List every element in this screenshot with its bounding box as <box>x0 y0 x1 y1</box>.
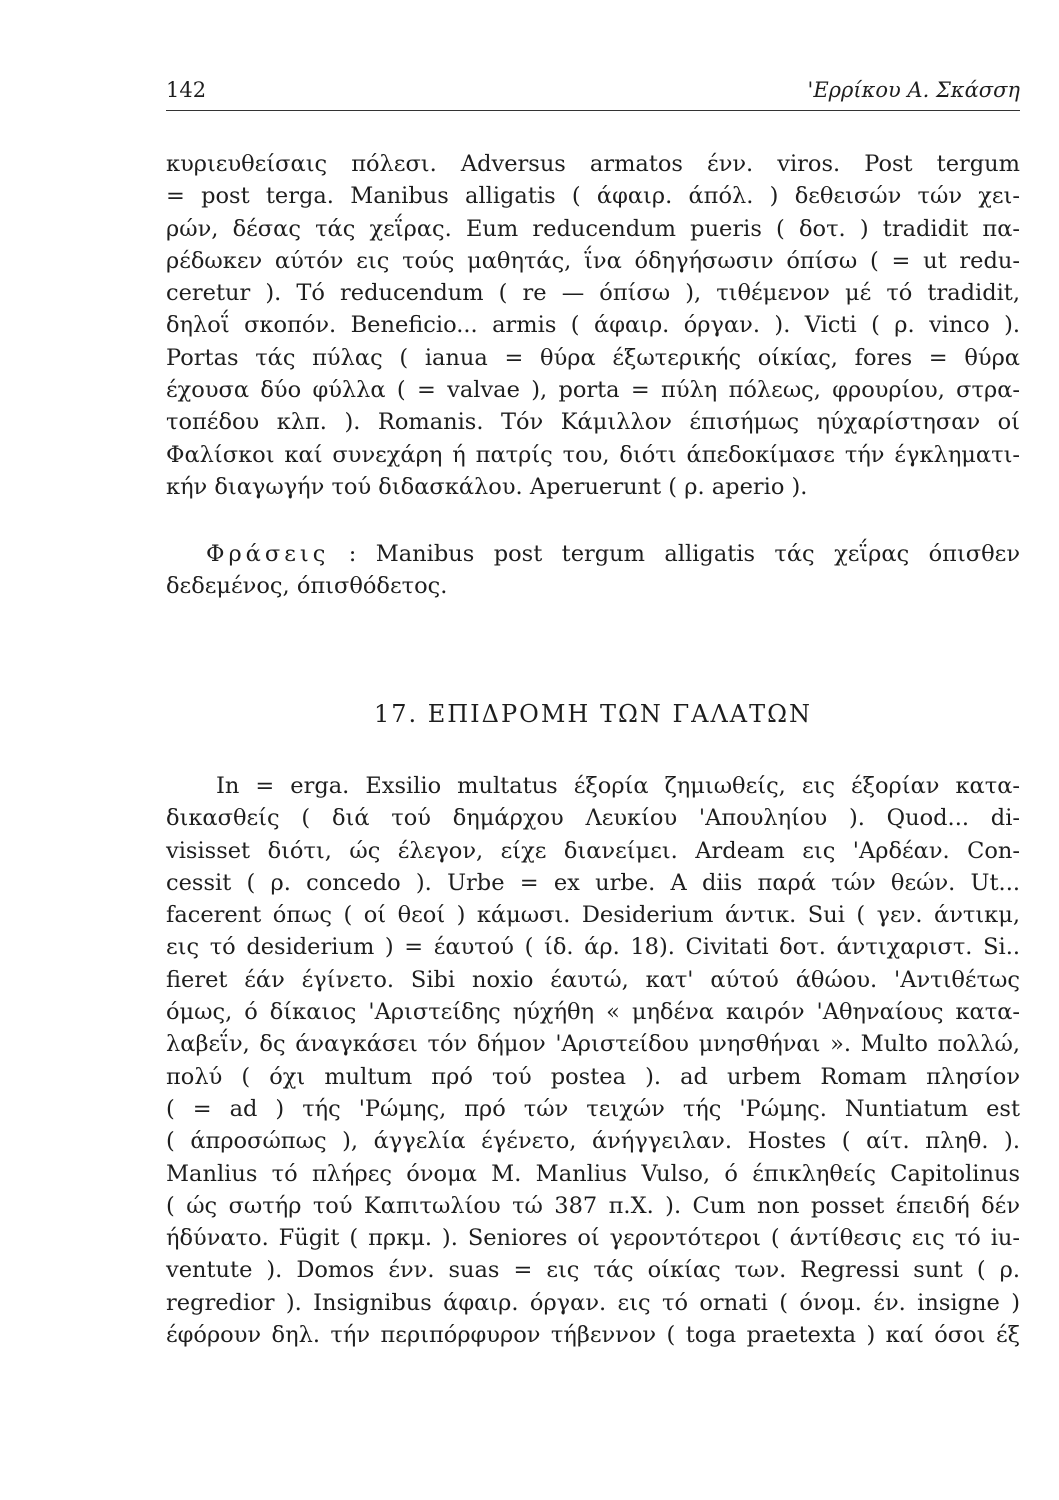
text-line: ( άπροσώπως ), άγγελία έγένετο, άνήγγειλαν. Hostes ( αίτ. πληθ. ). <box>166 1128 1020 1155</box>
text-line: ceretur ). Τό reducendum ( re — όπίσω ), τιθέμενον μέ τό tradidit, <box>166 280 1020 307</box>
text-line: κυριευθείσαις πόλεσι. Adversus armatos ένν. viros. Post tergum <box>166 151 1020 177</box>
text-line: ventute ). Domos ένν. suas = εις τάς οίκίας των. Regressi sunt ( ρ. <box>166 1257 1020 1284</box>
text-line: cessit ( ρ. concedo ). Urbe = ex urbe. A diis παρά τών θεών. Ut... <box>166 869 1020 896</box>
text-line: facerent όπως ( οί θεοί ) κάμωσι. Desiderium άντικ. Sui ( γεν. άντικμ, <box>166 902 1020 929</box>
text-line <box>166 538 1020 570</box>
phrases-label: Φράσεις <box>206 541 330 567</box>
text-line: ( = ad ) τής 'Ρώμης, πρό τών τειχών τής 'Ρώμης. Nuntiatum est <box>166 1095 1020 1122</box>
text-line: fieret έάν έγίνετο. Sibi noxio έαυτώ, κατ' αύτού άθώου. 'Αντιθέτως <box>166 966 1020 993</box>
text-line: In = erga. Exsilio multatus έξορία ζημιωθείς, εις έξορίαν κατα- <box>216 773 1020 799</box>
page-header <box>166 76 1020 111</box>
text-line: ήδύνατο. Fügit ( πρκμ. ). Seniores οί γεροντότεροι ( άντίθεσις εις τό iu- <box>166 1225 1020 1252</box>
text-line: λαβεΐν, δς άναγκάσει τόν δήμον 'Αριστείδου μνησθήναι ». Multo πολλώ, <box>166 1031 1020 1058</box>
text-line: = post terga. Manibus alligatis ( άφαιρ. άπόλ. ) δεθεισών τών χει- <box>166 183 1020 210</box>
paragraph-section-notes <box>166 770 1020 1351</box>
text-line: δεδεμένος, όπισθόδετος. <box>166 573 448 600</box>
text-line: visisset διότι, ώς έλεγον, είχε διανείμει. Ardeam εις 'Αρδέαν. Con- <box>166 837 1020 864</box>
text-line: πολύ ( όχι multum πρό τού postea ). ad urbem Romam πλησίον <box>166 1063 1020 1090</box>
page-number: 142 <box>166 78 207 102</box>
text-line: Portas τάς πύλας ( ianua = θύρα έξωτερικής οίκίας, fores = θύρα <box>166 344 1020 371</box>
text-line: όμως, ό δίκαιος 'Αριστείδης ηύχήθη « μηδένα καιρόν 'Αθηναίους κατα- <box>166 999 1020 1026</box>
text-line: δηλοΐ σκοπόν. Beneficio... armis ( άφαιρ. όργαν. ). Victi ( ρ. vinco ). <box>166 312 1020 339</box>
paragraph-vocabulary-notes <box>166 148 1020 503</box>
text-line: ρέδωκεν αύτόν εις τούς μαθητάς, ΐνα όδηγήσωσιν όπίσω ( = ut redu- <box>166 247 1020 274</box>
text-line: τοπέδου κλπ. ). Romanis. Τόν Κάμιλλον έπισήμως ηύχαρίστησαν οί <box>166 409 1020 436</box>
text-line: regredior ). Insignibus άφαιρ. όργαν. εις τό ornati ( όνομ. έν. insigne ) <box>166 1289 1020 1316</box>
text-line: εις τό desiderium ) = έαυτού ( ίδ. άρ. 18). Civitati δοτ. άντιχαριστ. Si.. <box>166 934 1020 961</box>
text-line: δικασθείς ( διά τού δημάρχου Λευκίου 'Απουληίου ). Quod... di- <box>166 805 1020 832</box>
running-title: 'Ερρίκου Α. Σκάσση <box>807 78 1020 102</box>
text-line: έφόρουν δηλ. τήν περιπόρφυρον τήβεννον ( toga praetexta ) καί όσοι έξ <box>166 1322 1020 1349</box>
text-line: ρών, δέσας τάς χεΐρας. Eum reducendum pueris ( δοτ. ) tradidit πα- <box>166 215 1020 242</box>
text-line: ( ώς σωτήρ τού Καπιτωλίου τώ 387 π.Χ. ). Cum non posset έπειδή δέν <box>166 1192 1020 1219</box>
text-line: έχουσα δύο φύλλα ( = valvae ), porta = πύλη πόλεως, φρουρίου, στρα- <box>166 377 1020 404</box>
text-line: κήν διαγωγήν τού διδασκάλου. Aperuerunt ( ρ. aperio ). <box>166 473 808 500</box>
phrases-text: : Manibus post tergum alligatis τάς χεΐρας όπισθεν <box>348 541 1021 567</box>
paragraph-phrases <box>166 538 1020 603</box>
text-line: Manlius τό πλήρες όνομα M. Manlius Vulso, ό έπικληθείς Capitolinus <box>166 1160 1020 1187</box>
section-heading: 17. ΕΠΙΔΡΟΜΗ ΤΩΝ ΓΑΛΑΤΩΝ <box>373 700 813 728</box>
text-line: Φαλίσκοι καί συνεχάρη ή πατρίς του, διότι άπεδοκίμασε τήν έγκληματι- <box>166 441 1020 468</box>
